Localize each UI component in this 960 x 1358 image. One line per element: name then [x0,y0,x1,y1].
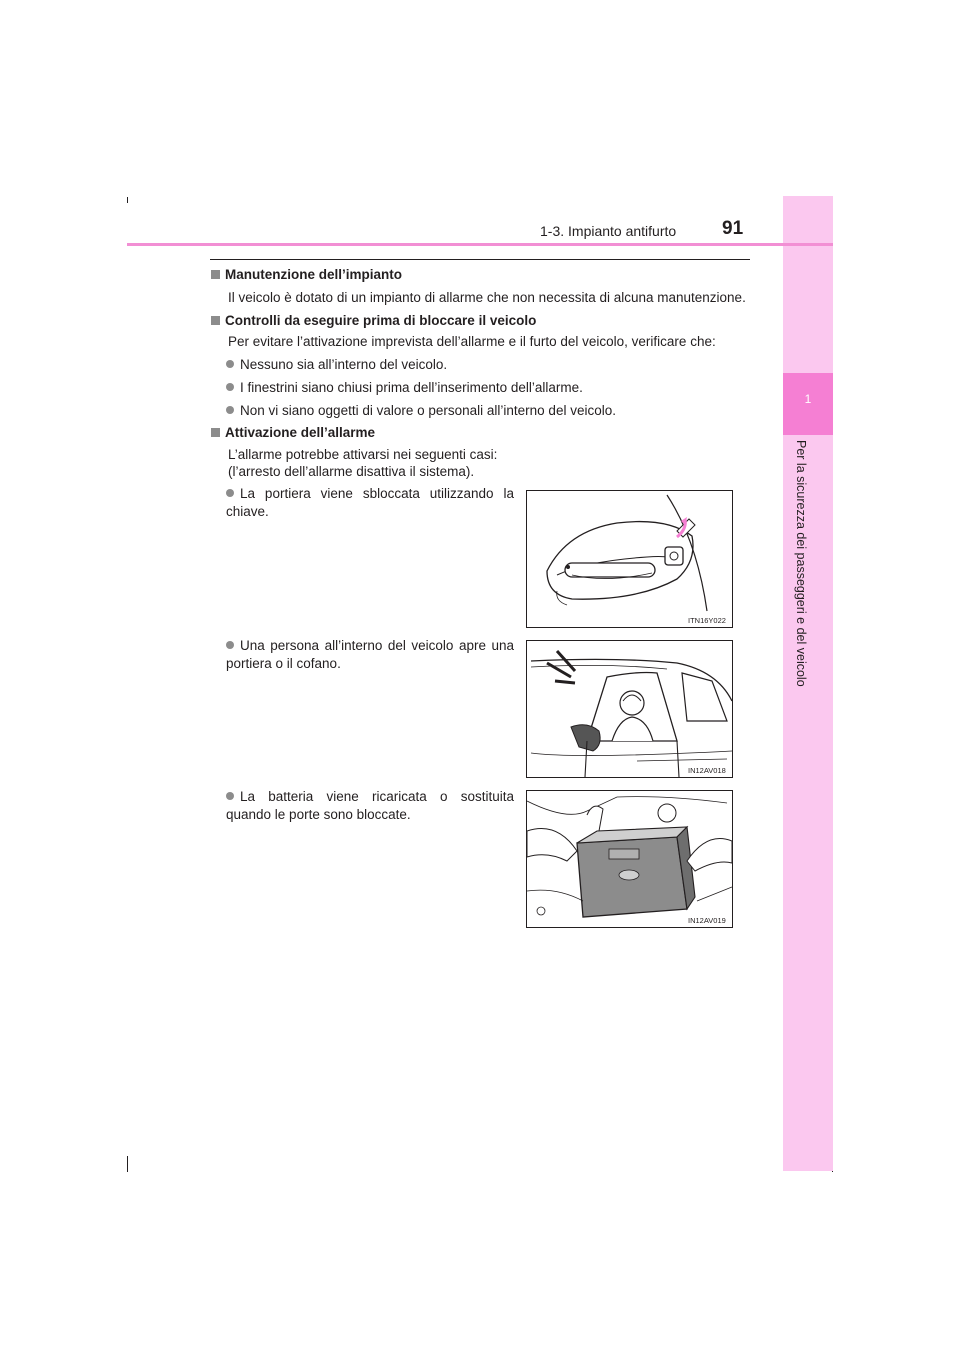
battery-replacement-illustration-icon [527,791,732,927]
figure-code: ITN16Y022 [688,616,726,625]
section-title: 1-3. Impianto antifurto [540,223,677,239]
figure-person-door [526,640,733,778]
chapter-sidebar [783,196,833,1171]
round-bullet-icon [226,792,234,800]
activation-body-line2: (l’arresto dell’allarme disattiva il sistema). [228,464,475,479]
figure-door-handle [526,490,733,628]
list-item: Nessuno sia all’interno del veicolo. [226,356,447,374]
round-bullet-icon [226,360,234,368]
crop-mark [127,197,128,203]
header-rule [127,243,833,246]
round-bullet-icon [226,406,234,414]
maintenance-heading: Manutenzione dell’impianto [211,266,402,284]
activation-heading: Attivazione dell’allarme [211,424,375,442]
round-bullet-icon [226,489,234,497]
page-number: 91 [722,218,744,239]
round-bullet-icon [226,641,234,649]
chapter-number: 1 [804,392,812,406]
person-opening-door-illustration-icon [527,641,732,777]
square-bullet-icon [211,428,220,437]
crop-mark [127,1156,128,1172]
figure-battery [526,790,733,928]
list-item: La portiera viene sbloccata utilizzando la chiave. [226,486,514,519]
square-bullet-icon [211,270,220,279]
round-bullet-icon [226,383,234,391]
figure-code: IN12AV019 [688,916,726,925]
checks-heading: Controlli da eseguire prima di bloccare il veicolo [211,312,536,330]
list-item: Non vi siano oggetti di valore o personali all’interno del veicolo. [226,402,616,420]
list-item: Una persona all’interno del veicolo apre una portiera o il cofano. [226,638,514,671]
activation-body-line1: L’allarme potrebbe attivarsi nei seguenti casi: [228,447,498,462]
list-item: La batteria viene ricaricata o sostituita quando le porte sono bloccate. [226,789,514,822]
door-handle-key-illustration-icon [527,491,732,627]
chapter-title: Per la sicurezza dei passeggeri e del veicolo [794,440,808,687]
checks-body: Per evitare l’attivazione imprevista dell’allarme e il furto del veicolo, verificare che: [228,334,716,349]
maintenance-body: Il veicolo è dotato di un impianto di allarme che non necessita di alcuna manutenzione. [228,290,746,305]
content-top-rule [210,259,750,260]
figure-code: IN12AV018 [688,766,726,775]
list-item: I finestrini siano chiusi prima dell’inserimento dell’allarme. [226,379,583,397]
square-bullet-icon [211,316,220,325]
